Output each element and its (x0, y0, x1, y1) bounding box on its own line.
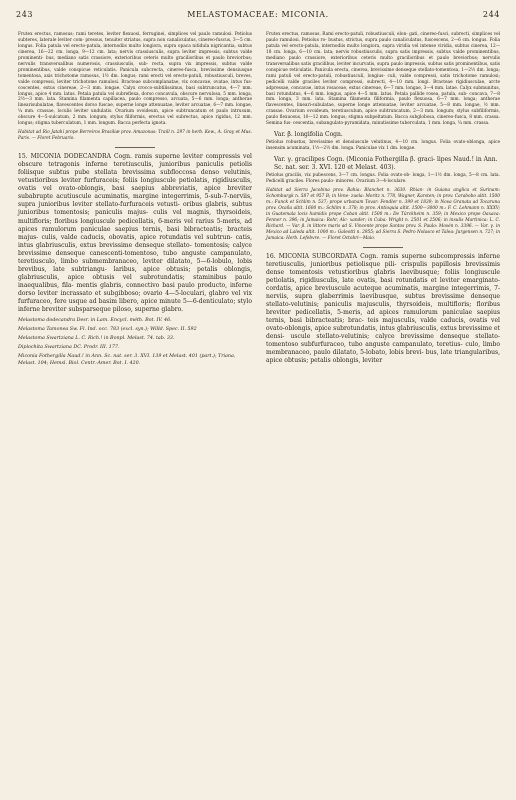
habitat-note: Habitat ad Rio Jatahí prope Berreiros Brasiliæ prov. Amazonas: Traill n. 297 in herb. Kew., A. Gray et Mus. Paris. — Floret Februario. (18, 130, 252, 142)
synonym-reference: Miconia Fothergilla Naud.! in Ann. Sc. nat. ser. 3. XVI. 139 et Melast. 401 (part.); Triana, Melast. 104; Hemsl. Biol. Centr.-Amer. Bot. I. 420. (18, 354, 236, 367)
species-diagnosis (18, 153, 252, 314)
left-column (18, 32, 252, 369)
synonym-reference: Diplochita Swartziana DC. Prodr. III. 177. (18, 345, 120, 351)
habitat-note: Habitat ad Sierra Jacobina prov. Bahia: Blanchet n. 3630. Rhian- in Guiana anglica et Surinam: Schomburgk n. 587 et 957 B; in Vene- zuela: Moritz n. 778, Wagner, Karsten; in prov. Carabobo altit. 1500 m.: Funck et Schlim n. 537; prope urbanam Tovar: Fendler n. 399 et 1839; in Nova Granata ad Tocaruna prov. Ocaña altit. 1600 m.: Schlim n. 378; in prov. Antioquia altit. 1500—3000 m.: F. C. Lehmann n. XXXV; in Guatemala locis humidis prope Coban altit. 1500 m.: De Türckheim n. 359; in Mexico prope Oaxaca: Fenner n. 396; in Jamaica: Rohr, Alc- xander; in Cuba: Wright n. 2501 et 2506; in insulis Martinica: L. C. Richard. — Var. β. in littore maris ad S. Vincente prope Santos prov. S. Paulo: Mosén n. 3396. — Var. γ. in Mexico ad Laleda altit. 1000 m.: Galeotti n. 2955; ad Sierra S. Pedro Nolasco et Talea: Jurgensen n. 727; in Jamaica: Herb. Lefebvre. — Floret Octobri—Maio. (266, 188, 500, 241)
running-title: MELASTOMACEAE: MICONIA. (187, 10, 329, 19)
section-divider (363, 247, 403, 248)
species-name: 16. MICONIA SUBCORDATA (266, 252, 357, 260)
page-number-left: 243 (16, 10, 34, 19)
running-header (16, 10, 500, 24)
species-diagnosis (266, 253, 500, 366)
synonym-reference: Melastoma Tamonea Sw. Fl. Ind. occ. 783 (excl. syn.); Willd. Spec. II. 592 (18, 327, 197, 333)
variety-heading: Var. β. longifolia Cogn. (274, 131, 343, 139)
synonym-reference: Melastoma Swartziana L. C. Rich.! in Bonpl. Melast. 74. tab. 33. (18, 336, 175, 342)
species-description: Frutex erectus, ramosus. Rami erecto-patuli, robustiusculi, elon- gati, cinereo-fusci, subrecti, simplices vel paulo ramulosi. Petiolus ro- bustus, strictus, supra paulo canaliculatus, fuscescens, 2—6 cm. longus. Folia patula vel erecto-patula, internodiis multo longiora, supra viridia vel intense viridia, subtus cinerea, 12—18 cm. longa, 6—10 cm. lata; nervis robustiusculis, supra satis impressis, subtus valde prominentibus, mediano paulo crassiore, exterioribus ceteris multo gracilioribus et paulo breviorbus; nervulis transversalibus satis gracilibus, leviter incurvatis, supra paulo impressis, subtus satis prominentibus, satis conspicue reticulatis. Panicula erecta, cinerea, brevissime denseque stellato-tomentosa, 1—2½ dm. longa; rami patuli vel erecto-patuli, robustiusculi, longius- culi, valde compressi, satis trichotome ramulosi; pedicelli valde graciles leviter compressi, subrecti, 4—10 mm. longi. Bracteae rigidiusculae, arcte adpressae, concavae, intus rosaceae, extus cinereae, 6—7 mm. longae, 3—4 mm. latae. Calyx submunitus, basi rotundatus, 4—6 mm. longus, apice 4—5 mm. latus. Petala pallide rosea, patula, sub- concava, 7—8 mm. longa, 3 mm. lata. Stamina filamenta filiformia, paulo flexuosa, 6—7 mm. longa; antherae flavescentes, lineari-subulatae, superne longe attenuatae, leviter arcuatae, 5—8 mm. longae, ½ mm. crassae. Ovarium ovoideum, teretiusculum, apice subtruncatum, 2—3 mm. longum; stylus subfiliformis, paulo flexuosus, 10—12 mm. longus; stigma subpeltatum. Bacca subglobosa, cinereo-fusca, 8 mm. crassa. Semina fus- cescentia, subangulato-pyramidata, minutissime tuberculata, 1 mm. longa, ¼ mm. crassa. (266, 32, 500, 127)
species-description: Frutex erectus, ramosus; rami teretes, leviter flexuosi, ferruginei, simplices vel paulo ramulosi. Petiolus subteres, laterale leviter com- pressus, tenuiter striatus, supra non canaliculatus, cinereo-fuscus, 3—5 cm. longus. Folia patula vel erecto-patula, internodiis multo longiora, supra opaca nitidula nigricantia, subtus cinerea, 16—22 cm. longa, 9—12 cm. lata; nervis crassiusculis, supra leviter impressis, subtus valde prominenti- bus, mediano satis crassiore, exterioribus ceteris multo gracilioribus et paulo breviorbus; nervulis transversalibus numerosis, crassiusculis, sub- recta, supra vix impressis, subtus valde prominentibus, valde conspicue reticulatis. Panicula subcrecta, cinereo-fusca, brevissime densiusque tomentosa, axis trichotome ramosus, 1½ dm. longus; rami erecti vel erecto-patuli, robustiusculi, breves, valde compressi, leviter trichotome ramulosi. Bracteae subcomplanatae, vix concavae, ovatae, intus fus- coscentes, extus cinereae, 2—3 mm. longae. Calyx crocco-subtilissimus, basi subtruncatus, 4—7 mm. longus, apice 4 mm. latus. Petala patula vel subreflexa, dorso concavula, obscure nervulosa, 5 mm. longa, 2½—3 mm. lata. Stamina filamenta capillacea, paulo compresso, arcuata, 5—6 mm. longa; antherae linearisubulatae, flavescentes dorso fuscae, superne longe attenuatae, leviter arcuatae, 6—7 mm. longae, ¼ mm. crassae, loculis leviter undulatis. Ovarium ovoideum, apice subtruncatum et paulo intrusum, obscure 4—5-sulcatum, 2 mm. longum; stylus filiformis, erectus vel subrectus, apice rigidus, 12 mm. longus; stigma tuberculatum, 1 mm. longum. Bacca perfecta ignota. (18, 32, 252, 127)
synonym-reference: Melastoma dodecandra Desr. in Lam. Encycl. méth. Bot. IV. 46. (18, 318, 172, 324)
variety-description: Petiolus robustus, brevissime et densiuscule velutinus, 4—10 cm. longus. Folia ovato-oblonga, apice insensim acuminata, 1½—2½ dm. longa. Paniculae vix 1 dm. longae. (266, 140, 500, 152)
diagnosis-text: Cogn. ramis superne leviter compressis vel obscure tetragonis inferne teretiusculis, junioribus paniculis petiolis foliisque subtus pube stellata brevissima subfloccosa denso velutinis, vetustioribus leviter furfuraceis; foliis longiuscule petiolatis, rigidiusculis, ovatis vel ovato-oblongis, basi saepius abbreviatis, apice breviter subabrupte acutiuscule acuminatis, margine integerrimis, 5-sub-7-nerviis, supra junioribus leviter stellato-furfuraceis vetusti- oribus glabris, subtus junioribus tomentosis; paniculis majus- culis vel magnis, thyrsoideis, multifloris; floribus longiuscule pedicellatis, 6-meris vel rarius 5-meris, ad apices ramulorum paniculae saepius ternis, basi bibracteatis; bracteis majus- culis, valde caducis, obovatis, apice rotundatis vel subtrun- catis, intus glabriusculis, extus brevissime denseque stellato- tomentosis; calyce brevissime denseque canescenti-tomentoso, tubo anguste campanulato, teretiusculo, limbo submembranaceo, leviter dilatato, 5—6-lobulo, lobis brevibus, late subtriangu- laribus, apice obtusis; petalis oblongis, glabriusculis, apice obtusis vel subrotundatis; staminibus paulo inaequalibus, fila- mentis glabris, connectivo basi paulo producto, inferne dorso leviter incrassato et subgibboso; ovario 4—5-loculari, glabro vel vix furfuraceo, fere usque ad basim libero, apice minute 5—6-denticulato; stylo inferne breviter subsparseque piloso, superne glabro. (18, 153, 252, 314)
page-number-right: 244 (482, 10, 500, 19)
species-name: 15. MICONIA DODECANDRA (18, 153, 111, 161)
diagnosis-text: Cogn. ramis superne subcompressis inferne teretiusculis, junioribus petiolisque pili- crispulis papillosis brevissimis dense tomentosis vetustioribus glabris laevibusque; foliis longiuscule petiolatis, rigidiusculis, late ovatis, basi rotundatis et leviter emarginato-cordatis, apice breviuscule acuteque acuminatis, margine integerrimis, 7-nerviis, supra glaberrimis laevibusque, subtus brevissime denseque stellato-velutinis; paniculis majusculis, thyrsoideis, multifloris; floribus breviter pedicellatis, 5-meris, ad apices ramulorum paniculae saepius ternis, basi bibracteatis; brac- teis majusculis, valde caducis, ovatis vel ovato-oblongis, apice subrotundatis, intus glabriusculis, extus brevissime et densi- uscule stellato-velutinis; calyce brevissime denseque stellato- tomentoso subfurfuraceo, tubo anguste campanulato, teretius- culo, limbo membranaceo, paulo dilatato, 5-lobato, lobis brevi- bus, late triangularibus, apice obtusis; petalis oblongis, leviter (266, 252, 500, 365)
section-divider (115, 147, 155, 148)
variety-heading: Var. γ. gracilipes Cogn. (Miconia Fothergilla β. graci- lipes Naud.! in Ann. Sc. nat. ser. 3. XVI. 120 et Melast. 403). (274, 156, 498, 172)
variety-description: Petiolus gracilis, vix pubescens, 3—7 cm. longus. Folia ovato-ob- longa, 1—1½ dm. longa, 5—8 cm. lata. Pedicelli graciles. Flores paulo- minores. Ovarium 3—4-loculare. (266, 173, 500, 185)
right-column (266, 32, 500, 368)
